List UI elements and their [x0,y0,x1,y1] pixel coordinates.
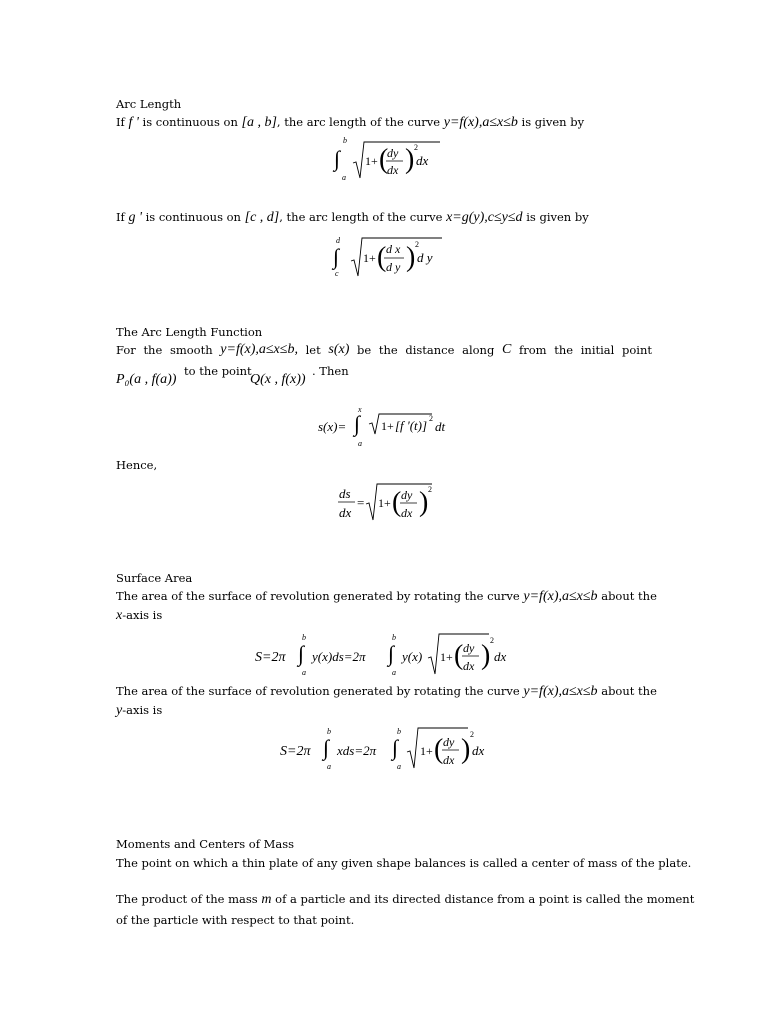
arc-length-formula-dy [328,234,458,278]
surface-area-heading: Surface Area [116,571,193,585]
svg-text:dx: dx [443,753,455,767]
svg-text:1+: 1+ [363,251,376,265]
svg-text:dx: dx [387,163,399,177]
svg-text:dx: dx [416,153,429,168]
moments-line-1: The point on which a thin plate of any given shape balances is called a center of mass of the plate. [116,856,692,870]
svg-text:a: a [327,762,331,771]
svg-text:1+: 1+ [381,419,394,433]
svg-text:2: 2 [428,485,432,494]
curve-x-gy: x=g(y),c≤y≤d [446,210,523,225]
svg-text:dy: dy [401,488,413,502]
svg-text:1+: 1+ [378,496,391,510]
svg-text:dx: dx [401,506,413,520]
svg-text:(: ( [392,487,402,518]
svg-text:b: b [302,633,306,642]
svg-text:=: = [357,495,365,510]
svg-text:dx: dx [494,649,507,664]
svg-text:): ) [406,242,416,273]
arc-length-line-1: If f ' is continuous on [a , b], the arc length of the curve y=f(x),a≤x≤b is given by [116,115,585,130]
arc-length-line-2: If g ' is continuous on [c , d], the arc length of the curve x=g(y),c≤y≤d is given by [116,210,589,225]
svg-text:a: a [392,668,396,677]
surface-area-line-1: The area of the surface of revolution generated by rotating the curve y=f(x),a≤x≤b about the [116,589,657,604]
moments-heading: Moments and Centers of Mass [116,837,295,851]
arc-length-function-formula [318,402,458,448]
moments-line-3: of the particle with respect to that point. [116,913,355,927]
svg-text:a: a [342,173,346,182]
svg-text:ds: ds [339,486,351,501]
g-prime: g ' [128,210,142,225]
svg-text:dx: dx [339,505,352,520]
svg-text:[f '(t)]: [f '(t)] [395,418,428,433]
arc-length-formula-dx [328,138,448,182]
svg-text:b: b [327,727,331,736]
svg-text:∫: ∫ [298,641,305,666]
arc-length-heading: Arc Length [116,97,182,111]
svg-text:2: 2 [490,636,494,645]
surface-area-line-2: The area of the surface of revolution generated by rotating the curve y=f(x),a≤x≤b about the [116,684,657,699]
svg-text:s(x)=: s(x)= [318,419,347,434]
to-the-point-text: to the point [184,364,252,378]
interval-cd: [c , d] [244,210,280,225]
svg-text:2: 2 [429,414,433,423]
svg-text:xds=2π: xds=2π [337,743,377,758]
svg-text:dt: dt [435,419,446,434]
svg-text:∫: ∫ [323,735,330,760]
svg-text:2: 2 [415,240,419,249]
svg-text:): ) [419,487,429,518]
svg-text:b: b [397,727,401,736]
svg-text:∫: ∫ [392,735,399,760]
svg-text:a: a [397,762,401,771]
svg-text:dy: dy [387,146,399,160]
svg-text:dy: dy [463,641,475,655]
svg-text:S=2π: S=2π [280,744,311,759]
svg-text:a: a [302,668,306,677]
svg-text:d: d [336,236,340,245]
ds-dx-formula [336,480,446,526]
f-prime: f ' [128,115,139,130]
svg-text:): ) [461,734,471,765]
svg-text:): ) [481,640,491,671]
svg-text:dx: dx [463,659,475,673]
svg-text:d y: d y [386,260,401,274]
curve-y-fx: y=f(x),a≤x≤b [443,115,518,130]
svg-text:b: b [392,633,396,642]
svg-text:b: b [343,136,347,145]
svg-text:x: x [358,405,362,414]
svg-text:a: a [358,439,362,448]
svg-text:(: ( [377,242,387,273]
svg-text:1+: 1+ [420,744,433,758]
svg-text:): ) [405,144,415,175]
svg-text:1+: 1+ [365,154,378,168]
svg-text:dx: dx [472,743,485,758]
svg-text:2: 2 [470,730,474,739]
svg-text:∫: ∫ [388,641,395,666]
moments-line-2: The product of the mass m of a particle and its directed distance from a point is called the moment [116,892,695,907]
hence-text: Hence, [116,458,158,472]
surface-area-y-axis-formula [280,724,500,772]
svg-text:(: ( [454,640,464,671]
svg-text:∫: ∫ [354,411,361,436]
svg-text:∫: ∫ [333,244,340,269]
svg-text:S=2π: S=2π [255,650,286,665]
then-text: . Then [312,364,349,378]
svg-text:c: c [335,269,339,278]
svg-text:2: 2 [414,143,418,152]
svg-text:∫: ∫ [334,146,341,171]
arc-length-function-line-1: For the smooth y=f(x),a≤x≤b, let s(x) be the distance along C from the initial point [116,342,652,357]
surface-area-y-axis-line: y-axis is [116,703,163,718]
svg-text:1+: 1+ [440,650,453,664]
surface-area-x-axis-line: x-axis is [116,608,163,623]
svg-text:d y: d y [417,250,433,265]
svg-text:d x: d x [386,242,401,256]
arc-length-function-heading: The Arc Length Function [116,325,263,339]
svg-text:y(x)ds=2π: y(x)ds=2π [312,649,366,664]
initial-point-p0: P₀(a , f(a)) [116,372,177,387]
interval-ab: [a , b] [241,115,277,130]
svg-text:(: ( [379,144,389,175]
svg-text:y(x): y(x) [402,649,423,664]
svg-text:dy: dy [443,735,455,749]
svg-text:(: ( [434,734,444,765]
point-q: Q(x , f(x)) [250,372,306,387]
surface-area-x-axis-formula [255,630,525,678]
